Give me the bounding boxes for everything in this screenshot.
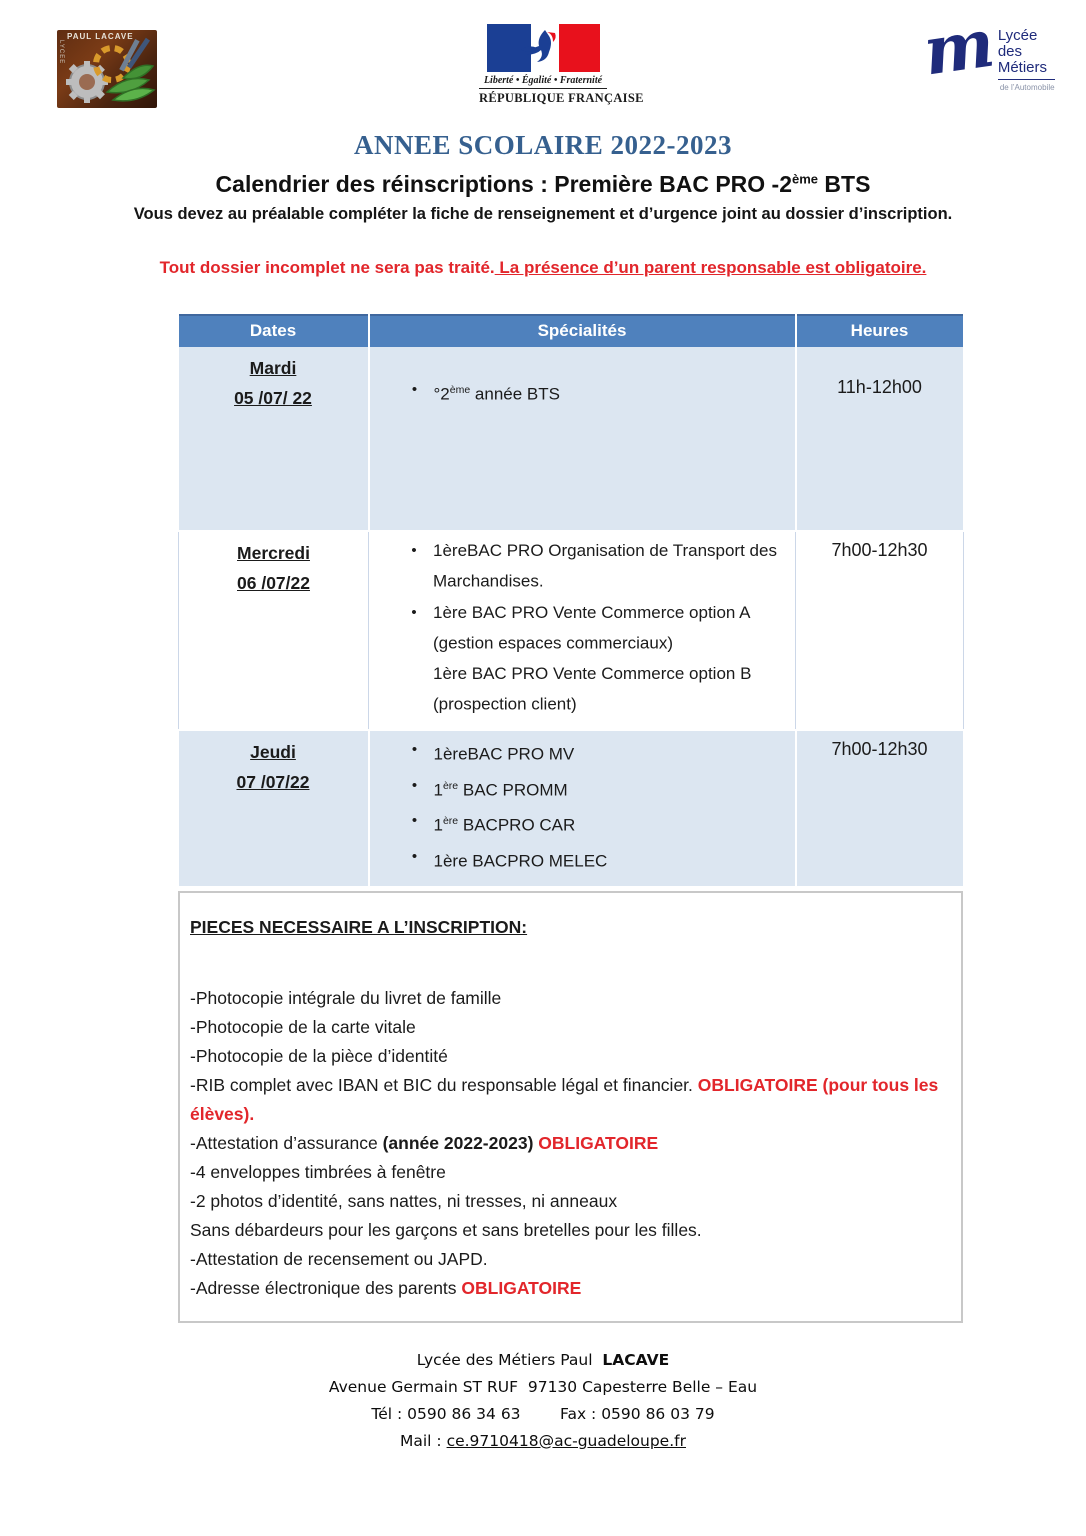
column-header-heures: Heures — [796, 314, 964, 347]
specialites-cell-jeudi — [369, 730, 796, 887]
specialty-text: °2ème année BTS — [433, 384, 560, 404]
script-m-icon: m — [918, 3, 999, 91]
specialty-text: 1èreBAC PRO MV — [433, 744, 575, 764]
paul-lacave-logo — [57, 30, 157, 108]
page-title-suffix: BTS — [818, 171, 871, 197]
bullet-icon: • — [411, 812, 418, 830]
des-label: des — [997, 43, 1023, 60]
paul-lacave-logo-image — [57, 30, 157, 108]
list-item — [395, 661, 781, 718]
list-item — [396, 737, 781, 768]
table-row-mardi — [179, 347, 964, 531]
specialites-cell-mardi — [369, 347, 796, 531]
document-line: -2 photos d’identité, sans nattes, ni tresses, ni anneaux — [190, 1190, 618, 1211]
list-item — [396, 773, 781, 804]
metiers-label: Métiers — [997, 59, 1048, 76]
reinscription-calendar-table — [178, 314, 965, 888]
mail-line: Mail : ce.9710418@ac-guadeloupe.fr — [400, 1431, 686, 1450]
bullet-icon: • — [411, 603, 417, 621]
gears-leaves-illustration — [57, 30, 157, 108]
required-documents-title: PIECES NECESSAIRE A L’INSCRIPTION: — [190, 916, 528, 937]
school-year-title: ANNEE SCOLAIRE 2022-2023 — [353, 130, 733, 160]
date-cell-mercredi — [179, 531, 369, 730]
table-row-jeudi — [179, 730, 964, 887]
document-line: -Photocopie de la carte vitale — [190, 1016, 416, 1037]
day-label: Jeudi — [250, 741, 296, 762]
lycee-label: Lycée — [997, 27, 1038, 44]
date-cell-jeudi — [179, 730, 369, 887]
date-cell-mardi — [179, 347, 369, 531]
day-label: Mercredi — [237, 543, 310, 563]
hours-cell-mardi: 11h-12h00 — [796, 347, 964, 531]
document-line: -Photocopie de la pièce d’identité — [190, 1045, 448, 1066]
date-label: 05 /07/ 22 — [234, 388, 312, 408]
school-surname: LACAVE — [602, 1350, 670, 1369]
specialty-text: 1èreBAC PRO Organisation de Transport des Marchandises. — [433, 541, 777, 591]
list-item — [396, 844, 781, 875]
paul-lacave-name-label: PAUL LACAVE — [67, 32, 134, 41]
lycee-des-metiers-logo — [918, 3, 1064, 92]
hours-cell-jeudi: 7h00-12h30 — [796, 730, 964, 887]
marianne-flag-illustration — [487, 24, 600, 72]
bullet-icon: • — [411, 776, 418, 794]
specialty-text: 1ère BAC PROMM — [433, 779, 568, 800]
de-l-automobile-label: de l’Automobile — [999, 83, 1055, 92]
paul-lacave-side-label: LYCEE — [58, 40, 64, 65]
warning-text — [0, 258, 1086, 278]
document-line: -4 enveloppes timbrées à fenêtre — [190, 1161, 446, 1182]
list-item — [396, 377, 781, 408]
document-line: -Adresse électronique des parents OBLIGATOIRE — [190, 1277, 582, 1298]
specialty-text: 1ère BACPRO CAR — [433, 815, 576, 835]
warning-first-sentence: Tout dossier incomplet ne sera pas traité. — [159, 258, 495, 277]
document-line: -Attestation d’assurance (année 2022-2023) OBLIGATOIRE — [190, 1132, 659, 1153]
document-line: -RIB complet avec IBAN et BIC du responsable légal et financier. OBLIGATOIRE (pour tous les élèves). — [190, 1074, 939, 1124]
school-contact-footer — [0, 1347, 1086, 1455]
list-item — [395, 600, 781, 657]
phone-fax-line: Tél : 0590 86 34 63 Fax : 0590 86 03 79 — [371, 1404, 715, 1423]
date-label: 06 /07/22 — [237, 573, 310, 593]
specialty-text: 1ère BAC PRO Vente Commerce option A (gestion espaces commerciaux) — [433, 602, 750, 653]
warning-underlined-sentence: La présence d’un parent responsable est obligatoire. — [494, 258, 927, 277]
specialty-text: 1ère BACPRO MELEC — [433, 851, 608, 871]
required-documents-section — [178, 891, 963, 1323]
list-item — [395, 538, 781, 595]
bullet-icon: • — [411, 740, 418, 758]
bullet-placeholder — [395, 661, 433, 718]
page-title-text: Calendrier des réinscriptions : Première BAC PRO -2 — [215, 171, 793, 197]
table-row-mercredi — [179, 531, 964, 730]
specialty-text: 1ère BAC PRO Vente Commerce option B (prospection client) — [433, 664, 752, 714]
hours-cell-mercredi: 7h00-12h30 — [796, 531, 964, 730]
bullet-icon: • — [411, 381, 418, 398]
table-header-row — [179, 314, 964, 347]
day-label: Mardi — [249, 358, 297, 378]
column-header-specialites: Spécialités — [369, 314, 796, 347]
column-header-dates: Dates — [179, 314, 369, 347]
list-item — [396, 808, 781, 839]
specialites-cell-mercredi — [369, 531, 796, 730]
date-label: 07 /07/22 — [236, 771, 310, 792]
school-name-line: Lycée des Métiers Paul LACAVE — [416, 1350, 670, 1369]
bullet-icon: • — [411, 847, 418, 865]
instruction-text: Vous devez au préalable compléter la fiche de renseignement et d’urgence joint au dossier d’inscription. — [133, 205, 953, 223]
school-address-line: Avenue Germain ST RUF 97130 Capesterre Belle – Eau — [328, 1377, 758, 1396]
republique-francaise-label: RÉPUBLIQUE FRANÇAISE — [479, 91, 644, 105]
liberte-egalite-fraternite-motto: Liberté • Égalité • Fraternité — [479, 75, 607, 89]
page-title — [0, 171, 1086, 198]
bullet-icon: • — [411, 542, 417, 559]
french-flag-marianne-icon — [487, 24, 600, 72]
document-line: Sans débardeurs pour les garçons et sans bretelles pour les filles. — [190, 1219, 702, 1240]
republique-francaise-logo — [479, 24, 644, 106]
page-title-superscript: ème — [792, 171, 819, 187]
document-line: -Attestation de recensement ou JAPD. — [190, 1248, 488, 1269]
document-header-logos — [0, 0, 1086, 116]
document-line: -Photocopie intégrale du livret de famille — [190, 987, 502, 1008]
email-link[interactable]: ce.9710418@ac-guadeloupe.fr — [446, 1431, 686, 1450]
